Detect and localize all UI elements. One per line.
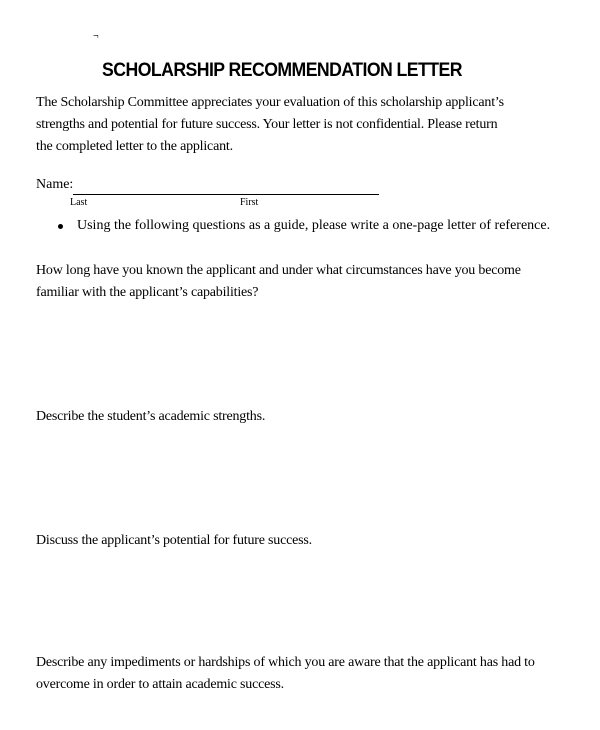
intro-paragraph: The Scholarship Committee appreciates your evaluation of this scholarship applicant’s strengths and potential for future success. Your letter is not confidential. Please return the completed letter to the applicant. bbox=[36, 95, 504, 154]
name-input-line[interactable] bbox=[73, 180, 379, 195]
question-4: Describe any impediments or hardships of which you are aware that the applicant has had to overcome in order to attain academic success. bbox=[36, 655, 535, 692]
question-2: Describe the student’s academic strengths. bbox=[36, 409, 266, 424]
instruction-bullet bbox=[58, 216, 550, 236]
question-1: How long have you known the applicant and under what circumstances have you become familiar with the applicant’s capabilities? bbox=[36, 263, 521, 300]
question-3: Discuss the applicant’s potential for future success. bbox=[36, 533, 312, 548]
document-title bbox=[20, 60, 578, 82]
bullet-icon bbox=[58, 224, 63, 229]
document-title-text: SCHOLARSHIP RECOMMENDATION LETTER bbox=[102, 60, 462, 81]
name-field-row bbox=[36, 175, 379, 195]
corner-mark: ¬ bbox=[93, 31, 99, 42]
last-name-label: Last bbox=[70, 197, 88, 208]
name-label: Name: bbox=[36, 177, 74, 192]
instruction-text: Using the following questions as a guide, please write a one-page letter of reference. bbox=[77, 218, 551, 233]
first-name-label: First bbox=[240, 197, 259, 208]
